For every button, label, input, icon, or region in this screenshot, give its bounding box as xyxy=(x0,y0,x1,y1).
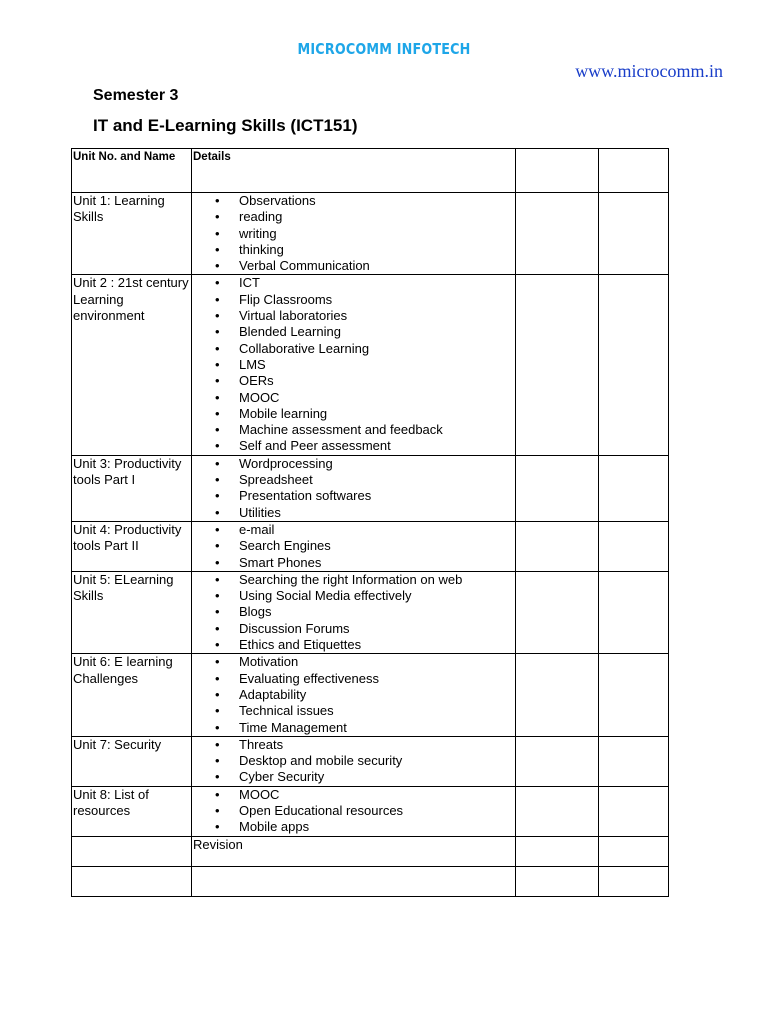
unit-name: Unit 4: Productivity tools Part II xyxy=(72,521,192,571)
empty-cell xyxy=(516,193,599,275)
table-header-row xyxy=(72,149,669,193)
topic-item: • Search Engines xyxy=(193,538,514,554)
topic-item: • Mobile learning xyxy=(193,406,514,422)
topic-item: • writing xyxy=(193,226,514,242)
topic-item: • Self and Peer assessment xyxy=(193,438,514,454)
topic-item: • Cyber Security xyxy=(193,769,514,785)
column-header-blank-1 xyxy=(516,149,599,193)
empty-cell xyxy=(599,193,669,275)
table-row-unit-8 xyxy=(72,786,669,836)
topic-list xyxy=(193,787,514,836)
topic-item: • Blogs xyxy=(193,604,514,620)
topic-list xyxy=(193,737,514,786)
topic-item: • Smart Phones xyxy=(193,555,514,571)
topic-item: • Adaptability xyxy=(193,687,514,703)
unit-details xyxy=(192,275,516,455)
unit-name: Unit 6: E learning Challenges xyxy=(72,654,192,736)
topic-item: • Open Educational resources xyxy=(193,803,514,819)
empty-cell xyxy=(516,654,599,736)
topic-item: • Using Social Media effectively xyxy=(193,588,514,604)
table-row-unit-4 xyxy=(72,521,669,571)
website-url[interactable]: www.microcomm.in xyxy=(575,61,723,81)
unit-details xyxy=(192,193,516,275)
column-header-blank-2 xyxy=(599,149,669,193)
topic-list xyxy=(193,193,514,274)
topic-item: • Observations xyxy=(193,193,514,209)
topic-item: • Mobile apps xyxy=(193,819,514,835)
table-row-unit-3 xyxy=(72,455,669,521)
unit-details xyxy=(192,455,516,521)
topic-item: • thinking xyxy=(193,242,514,258)
unit-details xyxy=(192,786,516,836)
topic-item: • Blended Learning xyxy=(193,324,514,340)
column-header-details: Details xyxy=(192,149,516,193)
topic-list xyxy=(193,572,514,653)
empty-cell xyxy=(516,866,599,896)
empty-cell xyxy=(516,455,599,521)
unit-name: Unit 2 : 21st century Learning environment xyxy=(72,275,192,455)
topic-item: • LMS xyxy=(193,357,514,373)
table-row-unit-6 xyxy=(72,654,669,736)
revision-label: Revision xyxy=(192,836,516,866)
empty-cell xyxy=(516,736,599,786)
topic-item: • Searching the right Information on web xyxy=(193,572,514,588)
topic-item: • MOOC xyxy=(193,390,514,406)
empty-cell xyxy=(516,836,599,866)
table-row-unit-7 xyxy=(72,736,669,786)
topic-item: • Flip Classrooms xyxy=(193,292,514,308)
unit-name: Unit 1: Learning Skills xyxy=(72,193,192,275)
topic-list xyxy=(193,522,514,571)
unit-name: Unit 3: Productivity tools Part I xyxy=(72,455,192,521)
topic-item: • Threats xyxy=(193,737,514,753)
topic-item: • e-mail xyxy=(193,522,514,538)
empty-cell xyxy=(599,786,669,836)
unit-name: Unit 7: Security xyxy=(72,736,192,786)
unit-details xyxy=(192,521,516,571)
brand-title: MICROCOMM INFOTECH xyxy=(297,40,471,58)
empty-cell xyxy=(516,521,599,571)
table-row-revision xyxy=(72,836,669,866)
syllabus-table xyxy=(71,148,669,897)
topic-item: • Evaluating effectiveness xyxy=(193,671,514,687)
topic-item: • Machine assessment and feedback xyxy=(193,422,514,438)
column-header-unit: Unit No. and Name xyxy=(72,149,192,193)
topic-item: • Ethics and Etiquettes xyxy=(193,637,514,653)
topic-item: • MOOC xyxy=(193,787,514,803)
topic-item: • Motivation xyxy=(193,654,514,670)
empty-cell xyxy=(516,275,599,455)
empty-cell xyxy=(599,654,669,736)
empty-cell xyxy=(599,866,669,896)
empty-cell xyxy=(599,736,669,786)
empty-cell xyxy=(599,275,669,455)
unit-details xyxy=(192,571,516,653)
empty-cell xyxy=(72,866,192,896)
topic-list xyxy=(193,275,514,454)
course-title: IT and E-Learning Skills (ICT151) xyxy=(93,116,358,135)
topic-list xyxy=(193,654,514,735)
empty-cell xyxy=(72,836,192,866)
topic-list xyxy=(193,456,514,521)
topic-item: • Discussion Forums xyxy=(193,621,514,637)
empty-cell xyxy=(599,455,669,521)
topic-item: • Verbal Communication xyxy=(193,258,514,274)
topic-item: • ICT xyxy=(193,275,514,291)
unit-name: Unit 5: ELearning Skills xyxy=(72,571,192,653)
table-row-unit-5 xyxy=(72,571,669,653)
unit-details xyxy=(192,654,516,736)
empty-cell xyxy=(516,786,599,836)
topic-item: • Spreadsheet xyxy=(193,472,514,488)
table-row-empty xyxy=(72,866,669,896)
topic-item: • OERs xyxy=(193,373,514,389)
empty-cell xyxy=(599,836,669,866)
topic-item: • Time Management xyxy=(193,720,514,736)
empty-cell xyxy=(599,521,669,571)
topic-item: • Virtual laboratories xyxy=(193,308,514,324)
topic-item: • reading xyxy=(193,209,514,225)
topic-item: • Presentation softwares xyxy=(193,488,514,504)
unit-name: Unit 8: List of resources xyxy=(72,786,192,836)
table-row-unit-2 xyxy=(72,275,669,455)
topic-item: • Wordprocessing xyxy=(193,456,514,472)
topic-item: • Technical issues xyxy=(193,703,514,719)
topic-item: • Collaborative Learning xyxy=(193,341,514,357)
table-row-unit-1 xyxy=(72,193,669,275)
empty-cell xyxy=(599,571,669,653)
semester-heading: Semester 3 xyxy=(93,87,179,104)
unit-details xyxy=(192,736,516,786)
topic-item: • Utilities xyxy=(193,505,514,521)
empty-cell xyxy=(192,866,516,896)
topic-item: • Desktop and mobile security xyxy=(193,753,514,769)
empty-cell xyxy=(516,571,599,653)
